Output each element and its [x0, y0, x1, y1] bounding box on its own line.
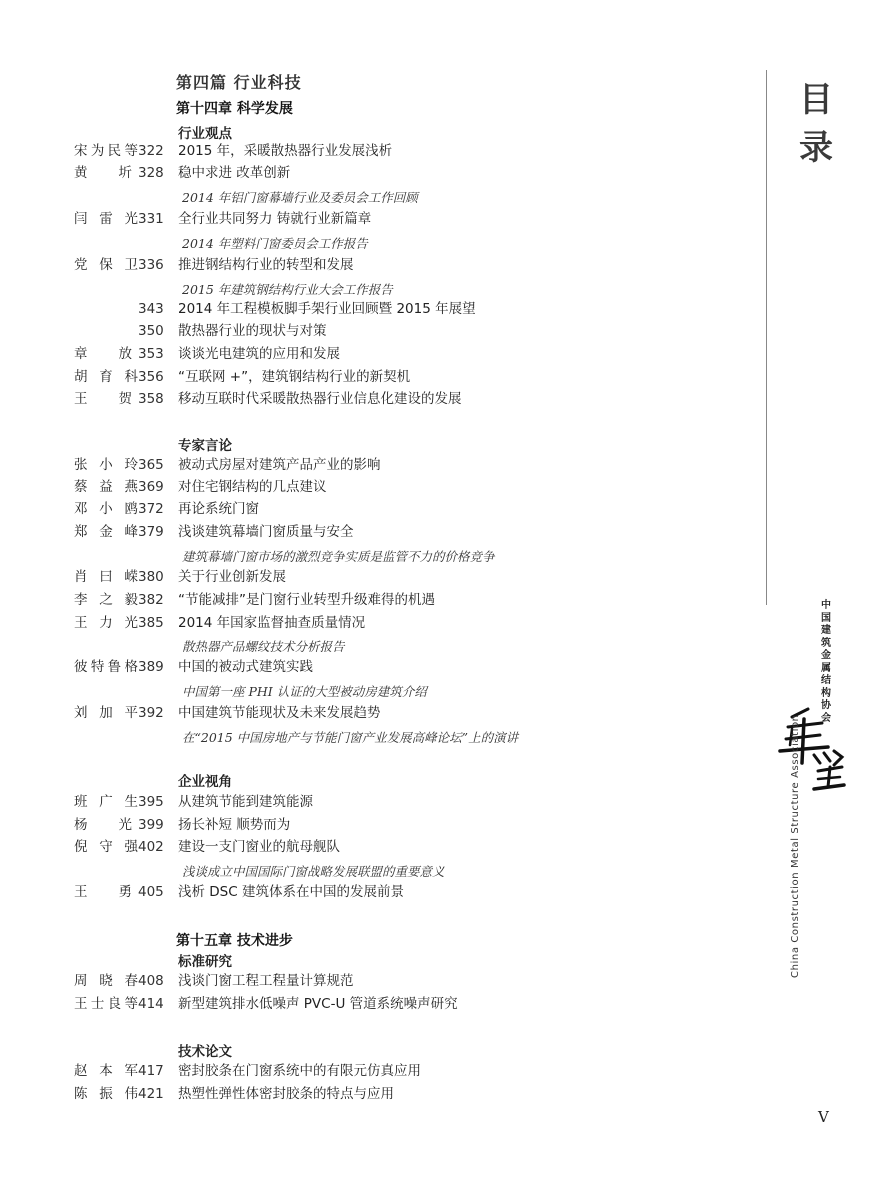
entry-page: 382: [138, 592, 164, 608]
section-title: 专家言论: [178, 438, 232, 454]
entry-author: 陈振伟: [74, 1086, 138, 1102]
entry-title: 建设一支门窗业的航母舰队: [178, 839, 340, 855]
entry-title: 浅谈门窗工程工程量计算规范: [178, 973, 354, 989]
toc-entry[interactable]: [0, 656, 760, 678]
entry-title: 浅谈建筑幕墙门窗质量与安全: [178, 524, 354, 540]
entry-page: 385: [138, 615, 164, 631]
entry-title: 稳中求进 改革创新: [178, 165, 291, 181]
entry-page: 358: [138, 391, 164, 407]
entry-author: 倪守强: [74, 839, 138, 855]
section-title: 行业观点: [178, 126, 232, 142]
entry-page: 421: [138, 1086, 164, 1102]
yearbook-calligraphy-logo: [778, 705, 848, 793]
toc-entry[interactable]: [0, 1060, 760, 1082]
toc-entry[interactable]: [0, 521, 760, 543]
entry-subtitle: 中国第一座 PHI 认证的大型被动房建筑介绍: [182, 684, 427, 699]
toc-entry[interactable]: [0, 498, 760, 520]
entry-title: 中国的被动式建筑实践: [178, 659, 313, 675]
entry-page: 380: [138, 569, 164, 585]
entry-page: 414: [138, 996, 164, 1012]
entry-page: 408: [138, 973, 164, 989]
entry-author: 胡育科: [74, 369, 138, 385]
toc-entry[interactable]: [0, 836, 760, 858]
entry-subtitle: 在“2015 中国房地产与节能门窗产业发展高峰论坛”上的演讲: [182, 730, 519, 745]
toc-entry[interactable]: [0, 993, 760, 1015]
entry-page: 399: [138, 817, 164, 833]
entry-page: 417: [138, 1063, 164, 1079]
toc-entry[interactable]: [0, 970, 760, 992]
entry-title: 2014 年工程模板脚手架行业回顾暨 2015 年展望: [178, 301, 476, 317]
entry-title: 新型建筑排水低噪声 PVC-U 管道系统噪声研究: [178, 996, 458, 1012]
entry-author: 邓小鸥: [74, 501, 138, 517]
toc-entry[interactable]: [0, 208, 760, 230]
entry-author: 肖曰嵘: [74, 569, 138, 585]
toc-entry[interactable]: [0, 814, 760, 836]
entry-author: 王力光: [74, 615, 138, 631]
entry-page: 336: [138, 257, 164, 273]
entry-title: 2014 年国家监督抽查质量情况: [178, 615, 366, 631]
toc-entry[interactable]: [0, 162, 760, 184]
entry-page: 365: [138, 457, 164, 473]
toc-entry[interactable]: [0, 881, 760, 903]
toc-entry[interactable]: [0, 791, 760, 813]
contents-heading: 目录: [799, 80, 833, 168]
toc-entry[interactable]: [0, 298, 760, 320]
entry-author: 章 放: [74, 346, 132, 362]
entry-title: “节能减排”是门窗行业转型升级难得的机遇: [178, 592, 435, 608]
entry-title: 密封胶条在门窗系统中的有限元仿真应用: [178, 1063, 421, 1079]
entry-title: 中国建筑节能现状及未来发展趋势: [178, 705, 381, 721]
entry-title: 散热器行业的现状与对策: [178, 323, 327, 339]
toc-entry[interactable]: [0, 254, 760, 276]
entry-author: 彼特鲁格: [74, 659, 138, 675]
entry-title: 从建筑节能到建筑能源: [178, 794, 313, 810]
entry-page: 405: [138, 884, 164, 900]
entry-author: 蔡益燕: [74, 479, 138, 495]
entry-title: 移动互联时代采暖散热器行业信息化建设的发展: [178, 391, 462, 407]
page-number: V: [818, 1108, 829, 1126]
toc-entry[interactable]: [0, 320, 760, 342]
toc-entry[interactable]: [0, 612, 760, 634]
toc-entry[interactable]: [0, 454, 760, 476]
entry-title: “互联网 +”，建筑钢结构行业的新契机: [178, 369, 411, 385]
entry-author: 赵本军: [74, 1063, 138, 1079]
entry-page: 353: [138, 346, 164, 362]
entry-title: 关于行业创新发展: [178, 569, 286, 585]
toc-entry[interactable]: [0, 589, 760, 611]
association-name-cn: 中国建筑金属结构协会: [821, 600, 831, 724]
entry-subtitle: 散热器产品螺纹技术分析报告: [182, 639, 345, 654]
toc-entry[interactable]: [0, 343, 760, 365]
entry-author: 王士良等: [74, 996, 138, 1012]
entry-author: 张小玲: [74, 457, 138, 473]
entry-author: 刘加平: [74, 705, 138, 721]
entry-author: 王 勇: [74, 884, 132, 900]
entry-author: 宋为民等: [74, 143, 138, 159]
entry-page: 356: [138, 369, 164, 385]
entry-title: 扬长补短 顺势而为: [178, 817, 291, 833]
entry-author: 郑金峰: [74, 524, 138, 540]
entry-page: 343: [138, 301, 164, 317]
entry-title: 对住宅钢结构的几点建议: [178, 479, 327, 495]
entry-subtitle: 建筑幕墙门窗市场的激烈竞争实质是监管不力的价格竞争: [182, 549, 495, 564]
entry-title: 推进钢结构行业的转型和发展: [178, 257, 354, 273]
section-title: 技术论文: [178, 1044, 232, 1060]
chapter-title: 第十四章 科学发展: [176, 101, 293, 117]
entry-page: 389: [138, 659, 164, 675]
entry-page: 369: [138, 479, 164, 495]
entry-author: 班广生: [74, 794, 138, 810]
entry-subtitle: 2014 年铝门窗幕墙行业及委员会工作回顾: [182, 190, 418, 205]
entry-author: 杨 光: [74, 817, 132, 833]
association-name-en: China Construction Metal Structure Association: [790, 714, 801, 978]
entry-page: 402: [138, 839, 164, 855]
toc-entry[interactable]: [0, 388, 760, 410]
entry-title: 热塑性弹性体密封胶条的特点与应用: [178, 1086, 394, 1102]
toc-entry[interactable]: [0, 702, 760, 724]
entry-page: 395: [138, 794, 164, 810]
divider-line: [766, 70, 767, 605]
entry-page: 331: [138, 211, 164, 227]
entry-page: 350: [138, 323, 164, 339]
toc-entry[interactable]: [0, 476, 760, 498]
section-title: 企业视角: [178, 774, 232, 790]
entry-author: 周晓春: [74, 973, 138, 989]
entry-author: 党保卫: [74, 257, 138, 273]
entry-author: 闫雷光: [74, 211, 138, 227]
entry-title: 再论系统门窗: [178, 501, 259, 517]
part-title: 第四篇 行业科技: [176, 73, 302, 92]
entry-subtitle: 2015 年建筑钢结构行业大会工作报告: [182, 282, 393, 297]
entry-page: 322: [138, 143, 164, 159]
entry-author: 黄 圻: [74, 165, 132, 181]
entry-title: 被动式房屋对建筑产品产业的影响: [178, 457, 381, 473]
toc-entry[interactable]: [0, 566, 760, 588]
entry-subtitle: 浅谈成立中国国际门窗战略发展联盟的重要意义: [182, 864, 445, 879]
entry-title: 谈谈光电建筑的应用和发展: [178, 346, 340, 362]
entry-page: 328: [138, 165, 164, 181]
chapter-title: 第十五章 技术进步: [176, 933, 293, 949]
entry-author: 李之毅: [74, 592, 138, 608]
entry-title: 2015 年，采暖散热器行业发展浅析: [178, 143, 393, 159]
entry-title: 全行业共同努力 铸就行业新篇章: [178, 211, 372, 227]
entry-page: 392: [138, 705, 164, 721]
entry-page: 379: [138, 524, 164, 540]
section-title: 标准研究: [178, 954, 232, 970]
toc-entry[interactable]: [0, 140, 760, 162]
entry-page: 372: [138, 501, 164, 517]
entry-author: 王 贺: [74, 391, 132, 407]
entry-title: 浅析 DSC 建筑体系在中国的发展前景: [178, 884, 404, 900]
toc-entry[interactable]: [0, 366, 760, 388]
toc-entry[interactable]: [0, 1083, 760, 1105]
entry-subtitle: 2014 年塑料门窗委员会工作报告: [182, 236, 368, 251]
